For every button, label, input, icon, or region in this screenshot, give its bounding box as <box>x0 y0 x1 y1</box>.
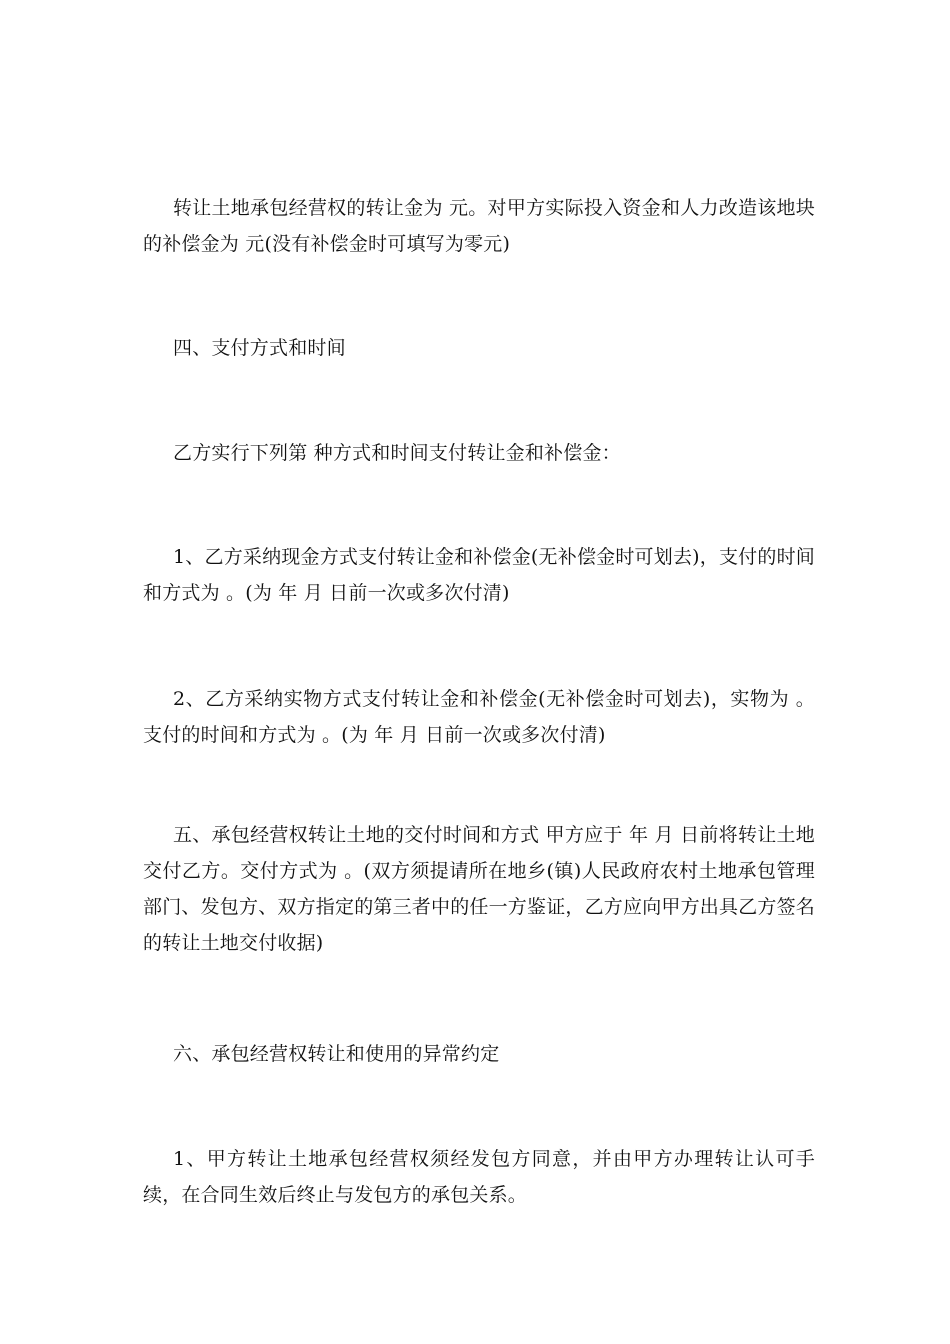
paragraph-transfer-amount: 转让土地承包经营权的转让金为 元。对甲方实际投入资金和人力改造该地块的补偿金为 元(没有补偿金时可填写为零元) <box>143 197 815 255</box>
paragraph-in-kind-payment: 2、乙方采纳实物方式支付转让金和补偿金(无补偿金时可划去)，实物为 。支付的时间和方式为 。(为 年 月 日前一次或多次付清) <box>143 688 815 746</box>
paragraph-transfer-consent: 1、甲方转让土地承包经营权须经发包方同意，并由甲方办理转让认可手续，在合同生效后终止与发包方的承包关系。 <box>143 1148 815 1206</box>
paragraph-payment-intro: 乙方实行下列第 种方式和时间支付转让金和补偿金： <box>173 442 621 464</box>
section-six-heading: 六、承包经营权转让和使用的异常约定 <box>173 1043 500 1065</box>
paragraph-cash-payment: 1、乙方采纳现金方式支付转让金和补偿金(无补偿金时可划去)，支付的时间和方式为 。(为 年 月 日前一次或多次付清) <box>143 546 815 604</box>
section-four-heading: 四、支付方式和时间 <box>173 337 346 359</box>
section-five-paragraph: 五、承包经营权转让土地的交付时间和方式 甲方应于 年 月 日前将转让土地交付乙方。交付方式为 。(双方须提请所在地乡(镇)人民政府农村土地承包管理部门、发包方、双方指定的第三者中的任一方鉴证，乙方应向甲方出具乙方签名的转让土地交付收据) <box>143 824 816 954</box>
